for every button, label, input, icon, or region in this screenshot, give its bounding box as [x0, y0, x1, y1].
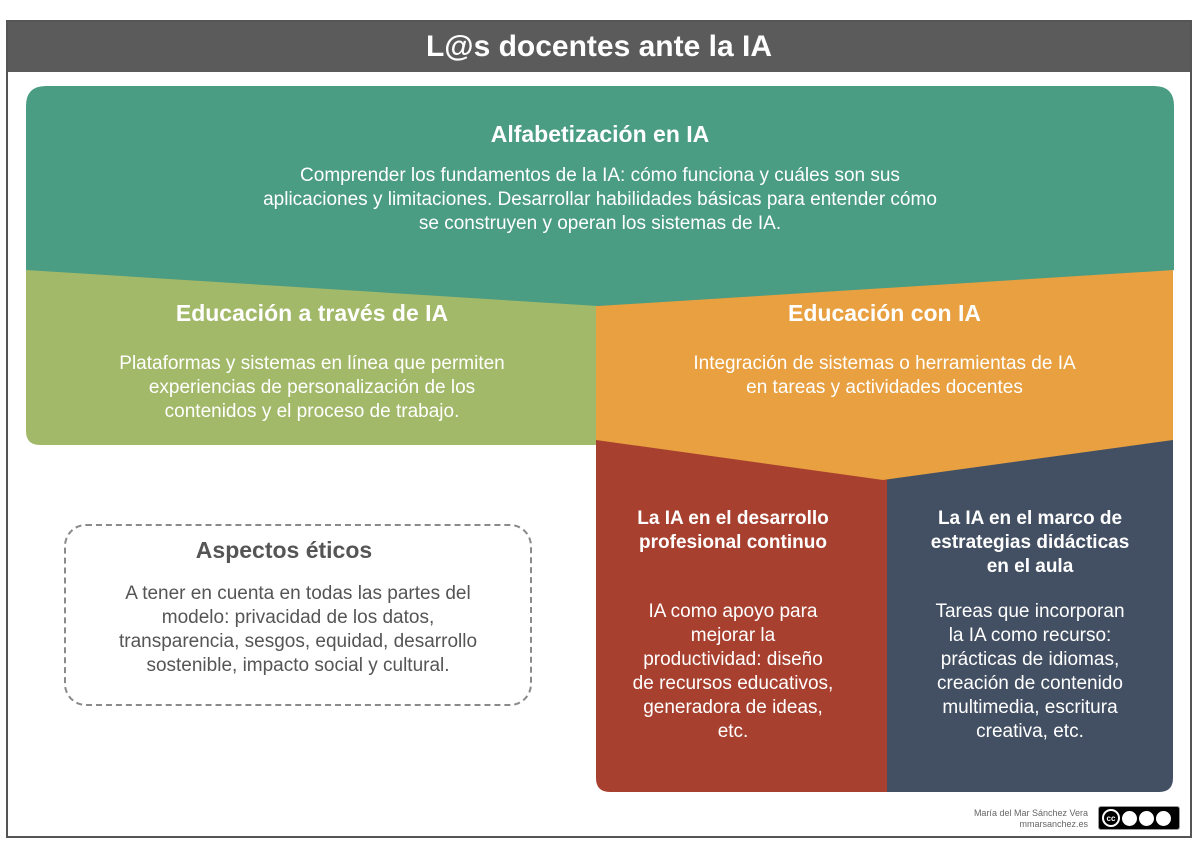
- estrategias-line: prácticas de idiomas,: [940, 649, 1120, 670]
- by-icon: [1122, 811, 1137, 826]
- traves-text: [26, 352, 598, 424]
- alfabetizacion-line: se construyen y operan los sistemas de IA.: [418, 213, 782, 234]
- etica-text: [64, 582, 532, 678]
- estrategias-heading-line: estrategias didácticas: [930, 532, 1130, 553]
- desarrollo-heading-line: profesional continuo: [639, 532, 827, 553]
- etica-line: sostenible, impacto social y cultural.: [146, 655, 450, 676]
- traves-line: experiencias de personalización de los: [148, 377, 476, 398]
- desarrollo-line: etc.: [717, 721, 749, 742]
- sa-icon: [1156, 811, 1171, 826]
- etica-line: modelo: privacidad de los datos,: [161, 607, 435, 628]
- desarrollo-text: [596, 600, 870, 744]
- author-name: María del Mar Sánchez Vera: [973, 808, 1088, 818]
- page-title: L@s docentes ante la IA: [8, 22, 1190, 72]
- etica-line: A tener en cuenta en todas las partes del: [125, 583, 471, 604]
- estrategias-line: creación de contenido: [937, 673, 1123, 694]
- etica-line: transparencia, sesgos, equidad, desarrollo: [118, 631, 478, 652]
- cc-license-icon: [1098, 806, 1180, 830]
- alfabetizacion-line: aplicaciones y limitaciones. Desarrollar habilidades básicas para entender cómo: [263, 189, 937, 210]
- estrategias-heading: [887, 507, 1173, 579]
- estrategias-heading-line: en el aula: [986, 556, 1074, 577]
- author-credit: [930, 808, 1088, 830]
- con-line: Integración de sistemas o herramientas de IA: [693, 353, 1076, 374]
- desarrollo-line: mejorar la: [690, 625, 776, 646]
- desarrollo-heading-line: La IA en el desarrollo: [637, 508, 829, 529]
- cc-logo-icon: cc: [1102, 809, 1120, 827]
- etica-heading: Aspectos éticos: [195, 537, 373, 563]
- con-line: en tareas y actividades docentes: [746, 377, 1023, 398]
- estrategias-text: [887, 600, 1173, 744]
- desarrollo-line: generadora de ideas,: [643, 697, 823, 718]
- estrategias-heading-line: La IA en el marco de: [937, 508, 1123, 529]
- traves-heading: Educación a través de IA: [175, 300, 449, 326]
- alfabetizacion-line: Comprender los fundamentos de la IA: cómo funciona y cuáles son sus: [300, 165, 900, 186]
- con-text: [596, 352, 1173, 400]
- desarrollo-line: productividad: diseño: [643, 649, 823, 670]
- desarrollo-line: de recursos educativos,: [632, 673, 834, 694]
- desarrollo-heading: [596, 507, 870, 555]
- desarrollo-line: IA como apoyo para: [648, 601, 818, 622]
- con-heading: Educación con IA: [788, 300, 981, 326]
- author-site: mmarsanchez.es: [1019, 819, 1088, 829]
- estrategias-line: la IA como recurso:: [948, 625, 1112, 646]
- alfabetizacion-heading: Alfabetización en IA: [490, 121, 710, 147]
- traves-line: contenidos y el proceso de trabajo.: [164, 401, 460, 422]
- estrategias-line: Tareas que incorporan: [935, 601, 1125, 622]
- alfabetizacion-text: [26, 164, 1174, 236]
- estrategias-line: creativa, etc.: [976, 721, 1084, 742]
- estrategias-line: multimedia, escritura: [942, 697, 1118, 718]
- nc-icon: [1139, 811, 1154, 826]
- traves-line: Plataformas y sistemas en línea que permiten: [119, 353, 505, 374]
